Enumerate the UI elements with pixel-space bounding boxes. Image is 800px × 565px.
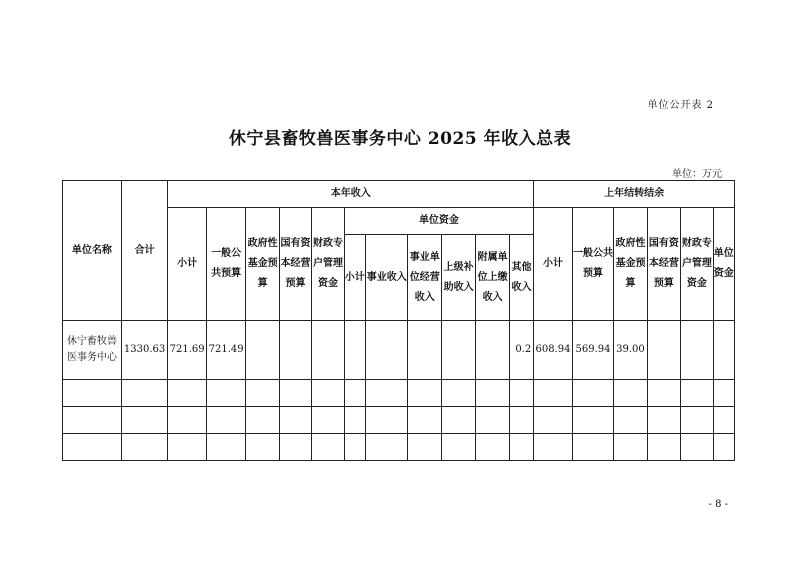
header-general-public-budget: 一般公共预算 — [206, 208, 246, 321]
empty-row — [63, 380, 735, 407]
cell-superior-subsidy — [441, 321, 475, 380]
cell-carry-general-budget: 569.94 — [572, 321, 614, 380]
page-tag: 单位公开表 2 — [647, 100, 714, 111]
header-carry-unit-funds: 单位资金 — [713, 208, 734, 321]
header-total: 合计 — [121, 181, 168, 321]
empty-row — [63, 434, 735, 461]
unit-label: 单位：万元 — [672, 169, 722, 180]
header-other-income: 其他收入 — [509, 235, 533, 321]
header-subtotal: 小计 — [168, 208, 207, 321]
header-unit-funds: 单位资金 — [344, 208, 534, 235]
header-carry-general-budget: 一般公共预算 — [572, 208, 614, 321]
page-number: - 8 - — [708, 499, 728, 510]
cell-fiscal-special-fund — [312, 321, 344, 380]
cell-general-public-budget: 721.49 — [206, 321, 246, 380]
cell-carry-gov-fund: 39.00 — [614, 321, 647, 380]
empty-row — [63, 407, 735, 434]
cell-subtotal: 721.69 — [168, 321, 207, 380]
cell-operating-income — [408, 321, 441, 380]
cell-affiliated-income — [476, 321, 509, 380]
page-title: 休宁县畜牧兽医事务中心 2025 年收入总表 — [228, 129, 572, 149]
cell-carry-unit-funds — [713, 321, 734, 380]
header-prior-year-carryover: 上年结转结余 — [534, 181, 735, 208]
cell-state-capital-budget — [279, 321, 311, 380]
cell-unit-name: 休宁畜牧兽医事务中心 — [63, 321, 122, 380]
cell-other-income: 0.2 — [509, 321, 533, 380]
income-summary-table — [62, 180, 735, 461]
header-superior-subsidy: 上级补助收入 — [441, 235, 475, 321]
header-state-capital-budget: 国有资本经营预算 — [279, 208, 311, 321]
header-fiscal-special-fund: 财政专户管理资金 — [312, 208, 344, 321]
header-affiliated-income: 附属单位上缴收入 — [476, 235, 509, 321]
cell-carry-subtotal: 608.94 — [534, 321, 573, 380]
header-current-year-income: 本年收入 — [168, 181, 534, 208]
cell-total: 1330.63 — [121, 321, 168, 380]
header-unit-subtotal: 小计 — [344, 235, 365, 321]
table-row — [63, 321, 735, 380]
header-carry-fiscal-special: 财政专户管理资金 — [681, 208, 713, 321]
header-carry-gov-fund: 政府性基金预算 — [614, 208, 647, 321]
cell-carry-fiscal-special — [681, 321, 713, 380]
cell-gov-fund-budget — [246, 321, 279, 380]
header-carry-state-capital: 国有资本经营预算 — [647, 208, 680, 321]
header-carry-subtotal: 小计 — [534, 208, 573, 321]
header-operating-income: 事业单位经营收入 — [408, 235, 441, 321]
header-unit-name: 单位名称 — [63, 181, 122, 321]
cell-business-income — [365, 321, 408, 380]
cell-unit-subtotal — [344, 321, 365, 380]
cell-carry-state-capital — [647, 321, 680, 380]
header-business-income: 事业收入 — [365, 235, 408, 321]
header-gov-fund-budget: 政府性基金预算 — [246, 208, 279, 321]
